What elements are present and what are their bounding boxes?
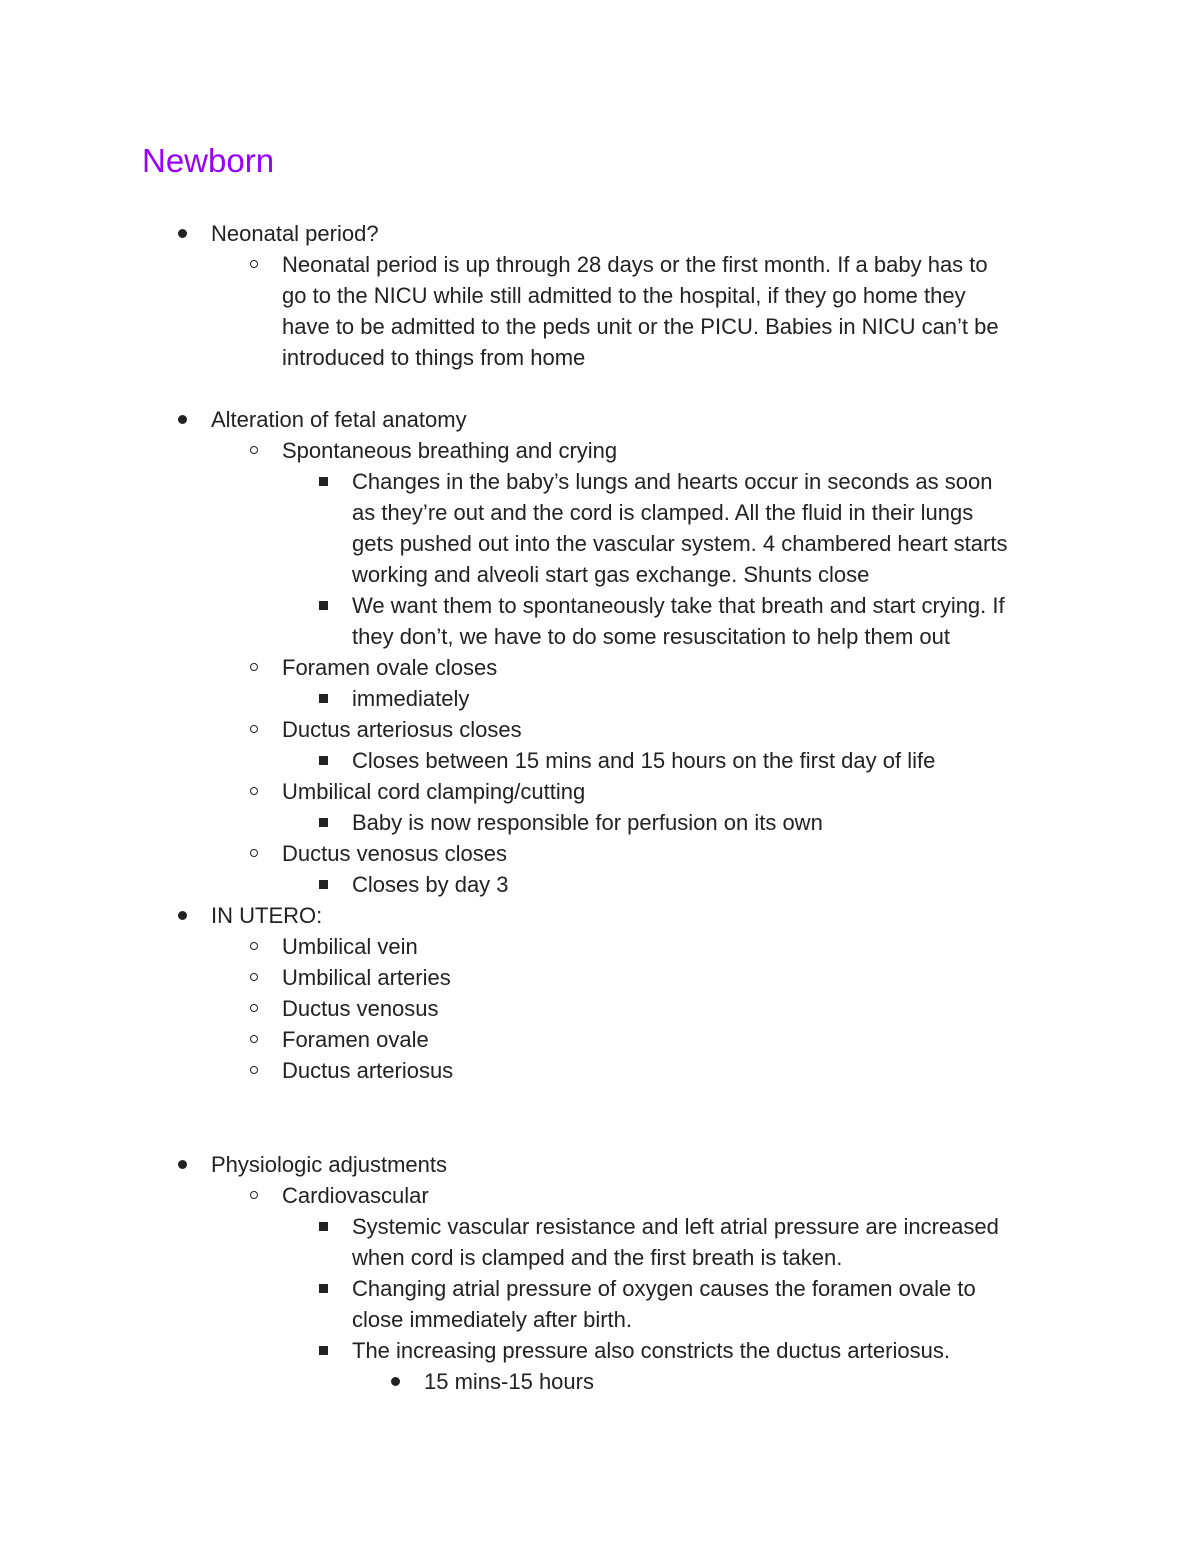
document-title: Newborn [142, 142, 275, 179]
disc-bullet-icon [178, 229, 187, 238]
list-item-text: Changing atrial pressure of oxygen causes the foramen ovale to [352, 1276, 976, 1301]
list-item-text: introduced to things from home [282, 345, 586, 370]
square-bullet-icon [319, 1222, 328, 1231]
list-item-text: close immediately after birth. [352, 1307, 632, 1332]
square-bullet-icon [319, 601, 328, 610]
list-item-text: Neonatal period is up through 28 days or the first month. If a baby has to [282, 252, 988, 277]
ring-bullet-icon [250, 725, 258, 733]
disc-bullet-icon [391, 1377, 400, 1386]
list-item-text: Ductus arteriosus closes [282, 717, 522, 742]
ring-bullet-icon [250, 973, 258, 981]
ring-bullet-icon [250, 1035, 258, 1043]
list-item-text: IN UTERO: [211, 903, 323, 928]
ring-bullet-icon [250, 1004, 258, 1012]
ring-bullet-icon [250, 942, 258, 950]
ring-bullet-icon [250, 260, 258, 268]
disc-bullet-icon [178, 415, 187, 424]
list-item-text: they don’t, we have to do some resuscitation to help them out [352, 624, 951, 649]
list-item-text: working and alveoli start gas exchange. Shunts close [352, 562, 870, 587]
list-item-text: Umbilical vein [282, 934, 418, 959]
square-bullet-icon [319, 477, 328, 486]
list-item-text: Closes between 15 mins and 15 hours on the first day of life [352, 748, 936, 773]
square-bullet-icon [319, 1284, 328, 1293]
list-item-text: when cord is clamped and the first breath is taken. [352, 1245, 843, 1270]
square-bullet-icon [319, 818, 328, 827]
square-bullet-icon [319, 756, 328, 765]
square-bullet-icon [319, 1346, 328, 1355]
list-item-text: Ductus venosus closes [282, 841, 507, 866]
list-item-text: as they’re out and the cord is clamped. All the fluid in their lungs [352, 500, 974, 525]
list-item-text: Systemic vascular resistance and left atrial pressure are increased [352, 1214, 999, 1239]
list-item-text: Umbilical cord clamping/cutting [282, 779, 586, 804]
list-item-text: Foramen ovale [282, 1027, 429, 1052]
list-item-text: immediately [352, 686, 470, 711]
list-item-text: Ductus arteriosus [282, 1058, 454, 1083]
list-item-text: Ductus venosus [282, 996, 439, 1021]
disc-bullet-icon [178, 911, 187, 920]
list-item-text: Closes by day 3 [352, 872, 509, 897]
list-item-text: have to be admitted to the peds unit or the PICU. Babies in NICU can’t be [282, 314, 999, 339]
list-item-text: Neonatal period? [211, 221, 379, 246]
list-item-text: gets pushed out into the vascular system. 4 chambered heart starts [352, 531, 1008, 556]
list-item-text: Foramen ovale closes [282, 655, 498, 680]
ring-bullet-icon [250, 663, 258, 671]
ring-bullet-icon [250, 446, 258, 454]
list-item-text: go to the NICU while still admitted to the hospital, if they go home they [282, 283, 966, 308]
list-item-text: Physiologic adjustments [211, 1152, 448, 1177]
list-item-text: The increasing pressure also constricts the ductus arteriosus. [352, 1338, 950, 1363]
ring-bullet-icon [250, 1066, 258, 1074]
ring-bullet-icon [250, 1191, 258, 1199]
ring-bullet-icon [250, 787, 258, 795]
list-item-text: Umbilical arteries [282, 965, 451, 990]
list-item-text: 15 mins-15 hours [424, 1369, 594, 1394]
disc-bullet-icon [178, 1160, 187, 1169]
square-bullet-icon [319, 880, 328, 889]
ring-bullet-icon [250, 849, 258, 857]
list-item-text: Changes in the baby’s lungs and hearts occur in seconds as soon [352, 469, 993, 494]
list-item-text: We want them to spontaneously take that breath and start crying. If [352, 593, 1005, 618]
list-item-text: Cardiovascular [282, 1183, 429, 1208]
list-item-text: Spontaneous breathing and crying [282, 438, 618, 463]
list-item-text: Baby is now responsible for perfusion on its own [352, 810, 823, 835]
square-bullet-icon [319, 694, 328, 703]
list-item-text: Alteration of fetal anatomy [211, 407, 467, 432]
